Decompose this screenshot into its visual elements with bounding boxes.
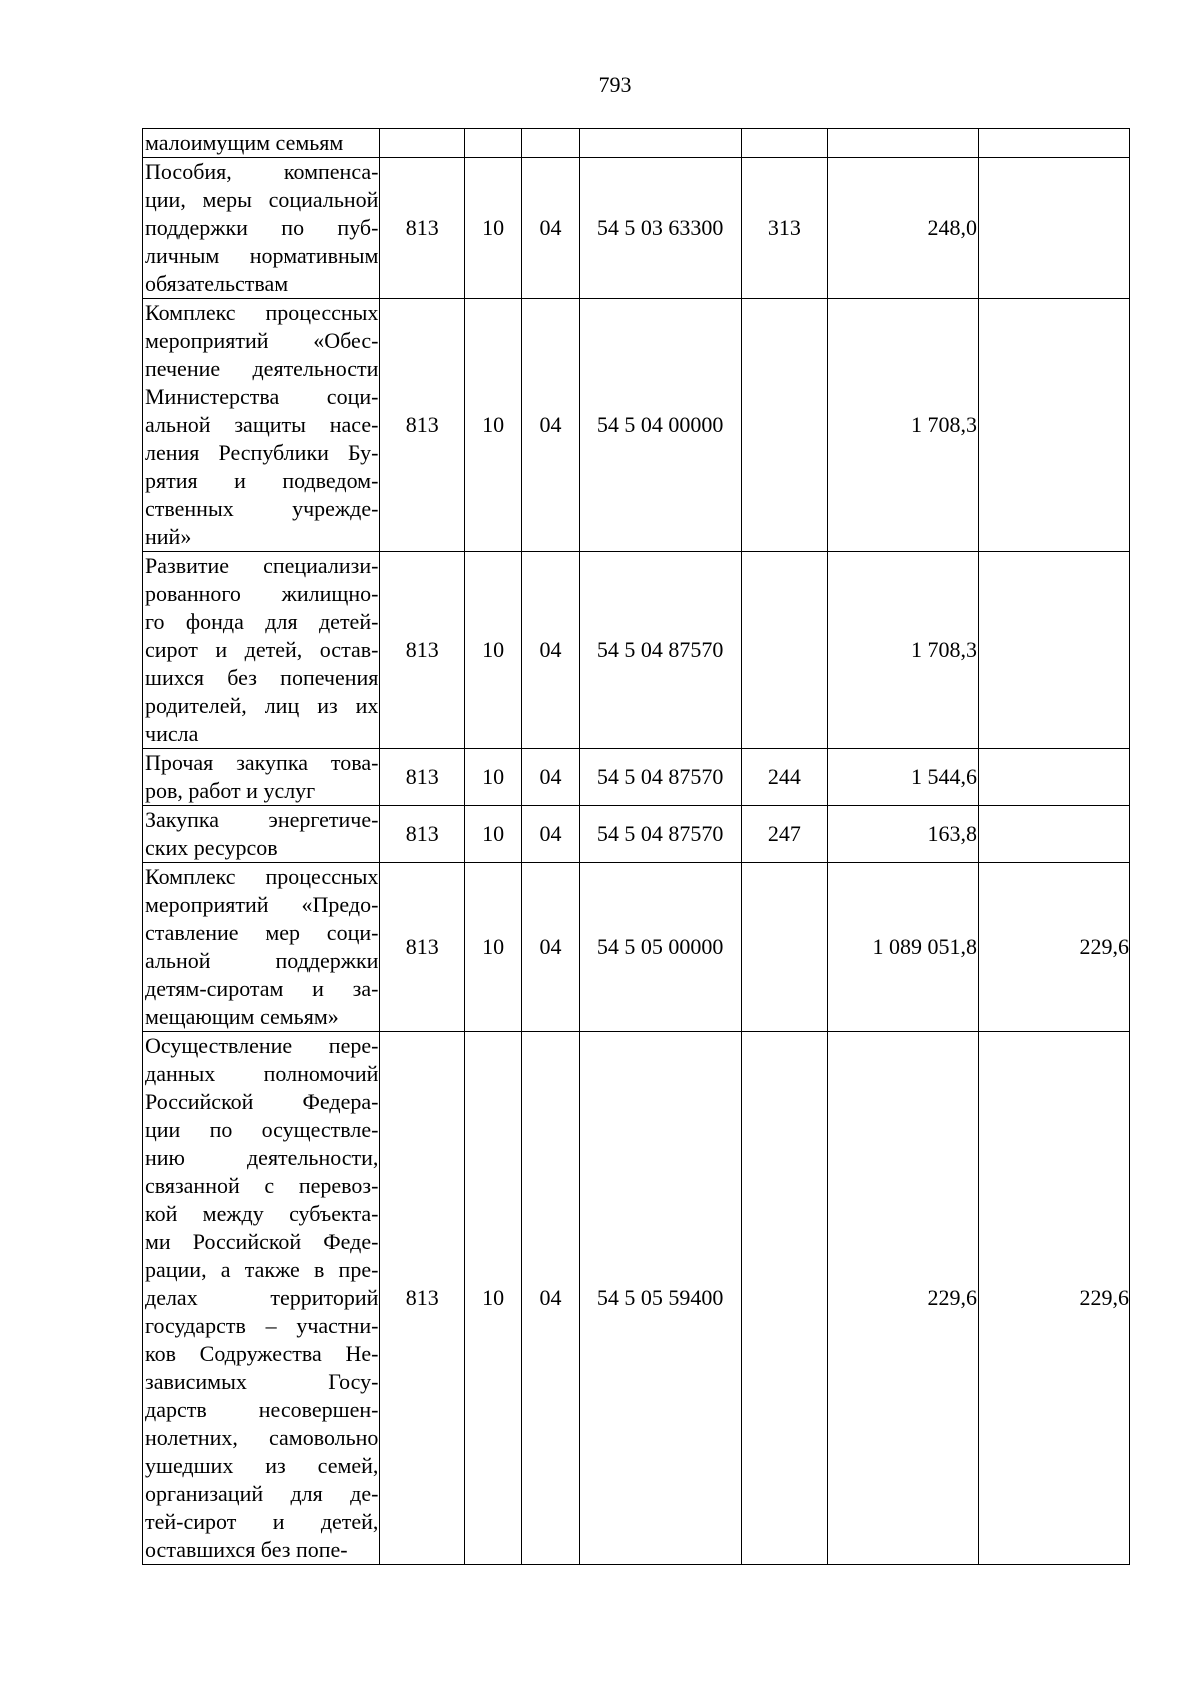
row-name-line: кой между субъекта- (145, 1201, 379, 1226)
section-code-cell: 10 (464, 749, 521, 806)
row-name-line: связанной с перевоз- (145, 1173, 379, 1198)
ministry-code-cell: 813 (380, 1032, 465, 1565)
target-article-cell: 54 5 04 87570 (579, 749, 741, 806)
row-name-line: дарств несовершен- (145, 1397, 379, 1422)
row-name-cell (143, 299, 380, 552)
row-name-line: Закупка энергетиче- (145, 807, 379, 832)
table-row (143, 552, 1130, 749)
ministry-code-cell: 813 (380, 863, 465, 1032)
expense-type-cell: 313 (741, 158, 828, 299)
row-name-cell (143, 158, 380, 299)
row-name-line: ставление мер соци- (145, 920, 379, 945)
row-name-line: делах территорий (145, 1285, 379, 1310)
ministry-code-cell: 813 (380, 749, 465, 806)
row-name-line: Развитие специализи- (145, 553, 379, 578)
expense-type-cell (741, 1032, 828, 1565)
row-name-line: Пособия, компенса- (145, 159, 379, 184)
table-row (143, 299, 1130, 552)
subsection-code-cell: 04 (522, 552, 579, 749)
subsection-code-cell: 04 (522, 299, 579, 552)
section-code-cell: 10 (464, 806, 521, 863)
row-name-line: Комплекс процессных (145, 300, 379, 325)
row-name-line: детям-сиротам и за- (145, 976, 379, 1001)
target-article-cell: 54 5 04 87570 (579, 552, 741, 749)
row-name-line: ских ресурсов (145, 835, 278, 860)
row-name-line: числа (145, 721, 199, 746)
expense-type-cell (741, 299, 828, 552)
amount-cell: 163,8 (828, 806, 979, 863)
row-name-line: организаций для де- (145, 1481, 379, 1506)
section-code-cell (464, 129, 521, 158)
table-row (143, 1032, 1130, 1565)
row-name-line: родителей, лиц из их (145, 693, 379, 718)
row-name-line: Прочая закупка това- (145, 750, 379, 775)
row-name-line: данных полномочий (145, 1061, 379, 1086)
row-name-line: Осуществление пере- (145, 1033, 379, 1058)
row-name-cell (143, 749, 380, 806)
row-name-line: ции по осуществле- (145, 1117, 379, 1142)
table-row (143, 749, 1130, 806)
row-name-line: Российской Федера- (145, 1089, 379, 1114)
row-name-cell (143, 129, 380, 158)
subsection-code-cell: 04 (522, 749, 579, 806)
page-number: 793 (598, 72, 632, 97)
amount-cell: 248,0 (828, 158, 979, 299)
row-name-line: рятия и подведом- (145, 468, 379, 493)
table-row (143, 863, 1130, 1032)
row-name-line: малоимущим семьям (145, 130, 344, 155)
federal-amount-cell (979, 749, 1130, 806)
amount-cell: 229,6 (828, 1032, 979, 1565)
federal-amount-cell (979, 552, 1130, 749)
ministry-code-cell: 813 (380, 299, 465, 552)
row-name-line: ления Республики Бу- (145, 440, 379, 465)
row-name-line: поддержки по пуб- (145, 215, 379, 240)
row-name-line: ственных учрежде- (145, 496, 379, 521)
subsection-code-cell (522, 129, 579, 158)
row-name-line: нолетних, самовольно (145, 1425, 379, 1450)
expense-type-cell (741, 863, 828, 1032)
target-article-cell: 54 5 04 87570 (579, 806, 741, 863)
row-name-line: рации, а также в пре- (145, 1257, 379, 1282)
expense-type-cell: 244 (741, 749, 828, 806)
amount-cell: 1 544,6 (828, 749, 979, 806)
row-name-line: ции, меры социальной (145, 187, 379, 212)
table-row (143, 806, 1130, 863)
row-name-cell (143, 1032, 380, 1565)
target-article-cell: 54 5 04 00000 (579, 299, 741, 552)
section-code-cell: 10 (464, 158, 521, 299)
ministry-code-cell: 813 (380, 806, 465, 863)
row-name-line: Комплекс процессных (145, 864, 379, 889)
row-name-line: мероприятий «Предо- (145, 892, 379, 917)
row-name-line: мероприятий «Обес- (145, 328, 379, 353)
section-code-cell: 10 (464, 1032, 521, 1565)
row-name-line: личным нормативным (145, 243, 379, 268)
federal-amount-cell (979, 158, 1130, 299)
table-row (143, 129, 1130, 158)
row-name-line: ушедших из семей, (145, 1453, 379, 1478)
target-article-cell: 54 5 05 59400 (579, 1032, 741, 1565)
row-name-cell (143, 863, 380, 1032)
subsection-code-cell: 04 (522, 158, 579, 299)
row-name-line: Министерства соци- (145, 384, 379, 409)
section-code-cell: 10 (464, 552, 521, 749)
row-name-line: тей-сирот и детей, (145, 1509, 379, 1534)
amount-cell: 1 708,3 (828, 552, 979, 749)
row-name-line: нию деятельности, (145, 1145, 379, 1170)
amount-cell (828, 129, 979, 158)
federal-amount-cell: 229,6 (979, 863, 1130, 1032)
row-name-line: рованного жилищно- (145, 581, 379, 606)
ministry-code-cell (380, 129, 465, 158)
row-name-line: государств – участни- (145, 1313, 379, 1338)
row-name-line: мещающим семьям» (145, 1004, 339, 1029)
table-body (143, 129, 1130, 1565)
row-name-line: сирот и детей, остав- (145, 637, 379, 662)
table-row (143, 158, 1130, 299)
amount-cell: 1 708,3 (828, 299, 979, 552)
expense-type-cell (741, 129, 828, 158)
amount-cell: 1 089 051,8 (828, 863, 979, 1032)
subsection-code-cell: 04 (522, 1032, 579, 1565)
subsection-code-cell: 04 (522, 806, 579, 863)
target-article-cell (579, 129, 741, 158)
ministry-code-cell: 813 (380, 552, 465, 749)
expense-type-cell: 247 (741, 806, 828, 863)
ministry-code-cell: 813 (380, 158, 465, 299)
row-name-line: ков Содружества Не- (145, 1341, 379, 1366)
row-name-line: альной защиты насе- (145, 412, 379, 437)
row-name-line: ми Российской Феде- (145, 1229, 379, 1254)
row-name-line: оставшихся без попе- (145, 1537, 348, 1562)
federal-amount-cell (979, 129, 1130, 158)
row-name-cell (143, 552, 380, 749)
row-name-cell (143, 806, 380, 863)
section-code-cell: 10 (464, 863, 521, 1032)
target-article-cell: 54 5 05 00000 (579, 863, 741, 1032)
row-name-line: ров, работ и услуг (145, 778, 316, 803)
subsection-code-cell: 04 (522, 863, 579, 1032)
row-name-line: шихся без попечения (145, 665, 379, 690)
budget-table (142, 128, 1130, 1565)
row-name-line: печение деятельности (145, 356, 379, 381)
federal-amount-cell (979, 299, 1130, 552)
row-name-line: обязательствам (145, 271, 289, 296)
row-name-line: зависимых Госу- (145, 1369, 379, 1394)
row-name-line: ний» (145, 524, 192, 549)
federal-amount-cell: 229,6 (979, 1032, 1130, 1565)
target-article-cell: 54 5 03 63300 (579, 158, 741, 299)
row-name-line: го фонда для детей- (145, 609, 379, 634)
row-name-line: альной поддержки (145, 948, 379, 973)
section-code-cell: 10 (464, 299, 521, 552)
federal-amount-cell (979, 806, 1130, 863)
expense-type-cell (741, 552, 828, 749)
